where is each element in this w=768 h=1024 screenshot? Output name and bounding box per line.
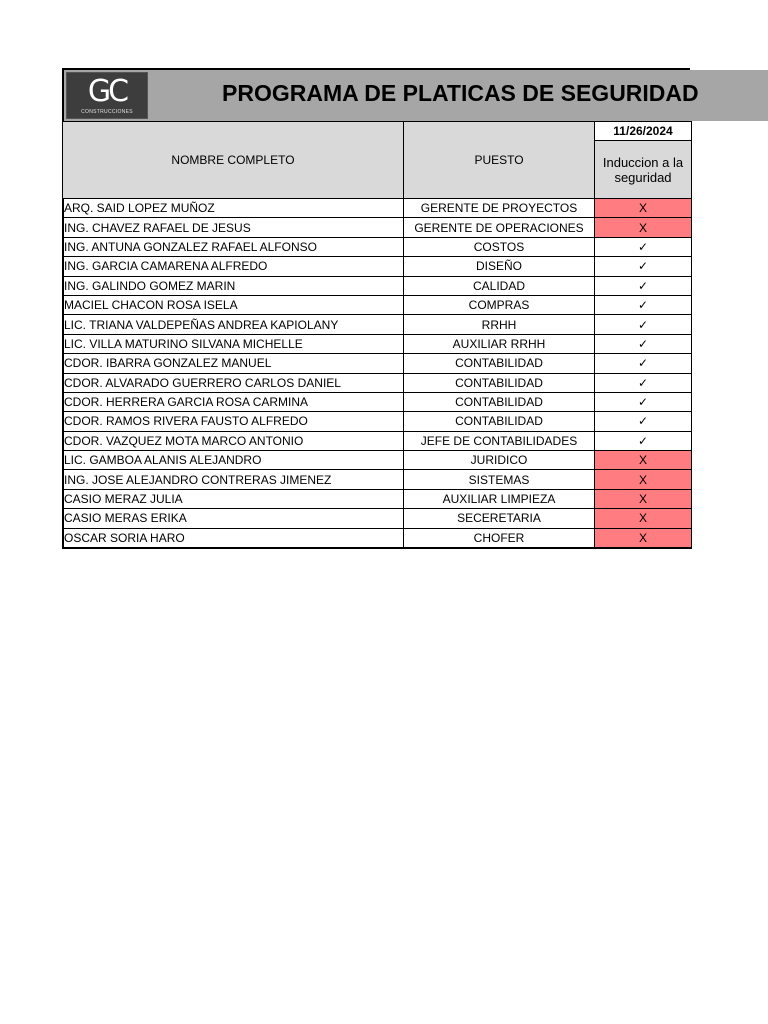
header-training: Induccion a la seguridad (595, 141, 692, 199)
table-row (63, 509, 692, 528)
table-row (63, 276, 692, 295)
employee-name: LIC. TRIANA VALDEPEÑAS ANDREA KAPIOLANY (63, 315, 404, 334)
employee-name: ING. CHAVEZ RAFAEL DE JESUS (63, 218, 404, 237)
table-row (63, 315, 692, 334)
training-status: ✓ (595, 257, 692, 276)
employee-position: RRHH (404, 315, 595, 334)
employee-name: CDOR. HERRERA GARCIA ROSA CARMINA (63, 392, 404, 411)
training-status: X (595, 528, 692, 548)
employee-name: CDOR. IBARRA GONZALEZ MANUEL (63, 354, 404, 373)
employee-position: COMPRAS (404, 295, 595, 314)
training-status: X (595, 451, 692, 470)
header-date: 11/26/2024 (595, 122, 692, 141)
header-puesto: PUESTO (404, 122, 595, 199)
employee-name: LIC. GAMBOA ALANIS ALEJANDRO (63, 451, 404, 470)
logo-text: GC (87, 74, 127, 109)
employee-name: ING. JOSE ALEJANDRO CONTRERAS JIMENEZ (63, 470, 404, 489)
table-body (63, 199, 692, 549)
training-status: ✓ (595, 237, 692, 256)
table-row (63, 373, 692, 392)
training-status: X (595, 199, 692, 218)
title-band-edge (690, 68, 768, 70)
employee-position: JEFE DE CONTABILIDADES (404, 431, 595, 450)
employee-position: JURIDICO (404, 451, 595, 470)
table-row (63, 257, 692, 276)
employee-name: CDOR. VAZQUEZ MOTA MARCO ANTONIO (63, 431, 404, 450)
employee-position: AUXILIAR RRHH (404, 334, 595, 353)
table-row (63, 237, 692, 256)
employee-position: CALIDAD (404, 276, 595, 295)
training-status: ✓ (595, 315, 692, 334)
training-status: ✓ (595, 354, 692, 373)
training-status: ✓ (595, 392, 692, 411)
employee-position: COSTOS (404, 237, 595, 256)
employee-position: CHOFER (404, 528, 595, 548)
employee-name: CASIO MERAZ JULIA (63, 489, 404, 508)
employee-name: ING. GARCIA CAMARENA ALFREDO (63, 257, 404, 276)
table-row (63, 489, 692, 508)
employee-name: ARQ. SAID LOPEZ MUÑOZ (63, 199, 404, 218)
table-row (63, 412, 692, 431)
employee-position: DISEÑO (404, 257, 595, 276)
table-row (63, 218, 692, 237)
table-row (63, 528, 692, 548)
attendance-table (62, 121, 692, 549)
employee-position: CONTABILIDAD (404, 392, 595, 411)
training-status: ✓ (595, 334, 692, 353)
training-status: X (595, 470, 692, 489)
table-row (63, 354, 692, 373)
company-logo (66, 72, 148, 119)
training-status: ✓ (595, 412, 692, 431)
employee-name: LIC. VILLA MATURINO SILVANA MICHELLE (63, 334, 404, 353)
table-row (63, 451, 692, 470)
employee-position: SECERETARIA (404, 509, 595, 528)
table-row (63, 334, 692, 353)
table-row (63, 199, 692, 218)
employee-position: CONTABILIDAD (404, 412, 595, 431)
header-name: NOMBRE COMPLETO (63, 122, 404, 199)
training-status: X (595, 509, 692, 528)
employee-position: GERENTE DE OPERACIONES (404, 218, 595, 237)
employee-name: ING. GALINDO GOMEZ MARIN (63, 276, 404, 295)
table-row (63, 431, 692, 450)
training-status: X (595, 489, 692, 508)
employee-name: OSCAR SORIA HARO (63, 528, 404, 548)
employee-name: CDOR. ALVARADO GUERRERO CARLOS DANIEL (63, 373, 404, 392)
table-row (63, 392, 692, 411)
logo-mark (67, 74, 147, 109)
table-row (63, 295, 692, 314)
employee-position: AUXILIAR LIMPIEZA (404, 489, 595, 508)
training-status: X (595, 218, 692, 237)
logo-subtext: CONSTRUCCIONES (81, 109, 133, 115)
employee-name: ING. ANTUNA GONZALEZ RAFAEL ALFONSO (63, 237, 404, 256)
page-title: PROGRAMA DE PLATICAS DE SEGURIDAD (222, 80, 699, 106)
employee-name: MACIEL CHACON ROSA ISELA (63, 295, 404, 314)
title-band (62, 68, 768, 121)
training-status: ✓ (595, 431, 692, 450)
employee-position: CONTABILIDAD (404, 354, 595, 373)
employee-position: SISTEMAS (404, 470, 595, 489)
training-status: ✓ (595, 295, 692, 314)
employee-name: CDOR. RAMOS RIVERA FAUSTO ALFREDO (63, 412, 404, 431)
table-row (63, 470, 692, 489)
employee-position: GERENTE DE PROYECTOS (404, 199, 595, 218)
employee-name: CASIO MERAS ERIKA (63, 509, 404, 528)
employee-position: CONTABILIDAD (404, 373, 595, 392)
training-status: ✓ (595, 373, 692, 392)
training-status: ✓ (595, 276, 692, 295)
